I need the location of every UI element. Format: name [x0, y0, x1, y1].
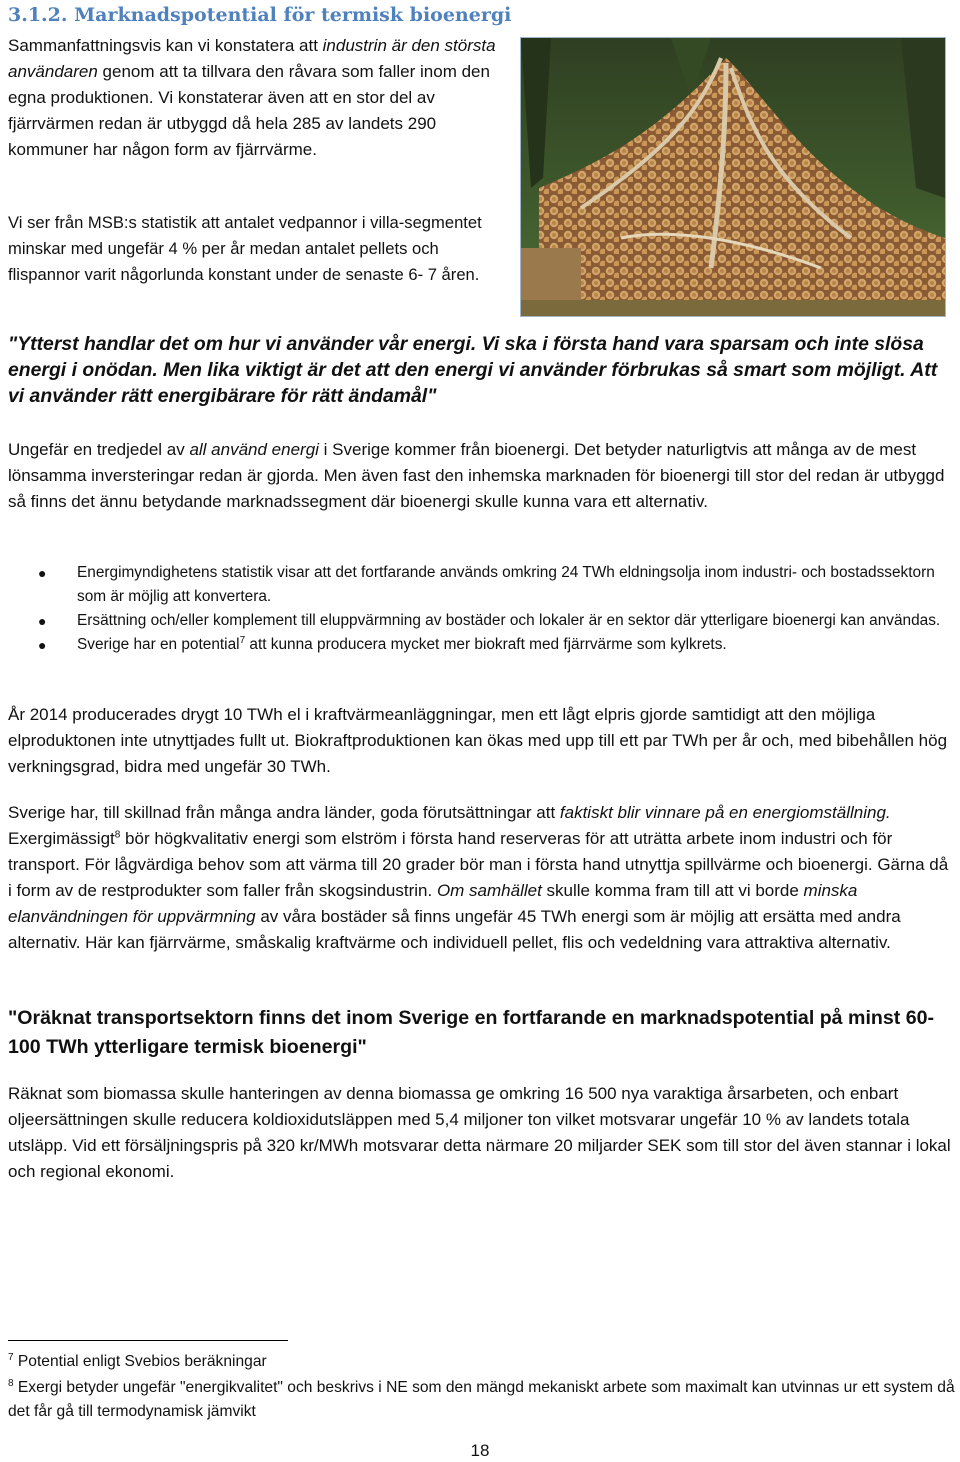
list-item: ● Energimyndighetens statistik visar att det fortfarande används omkring 24 TWh eldningsolja inom industri- och bostadssektorn som är möjlig att konvertera. — [8, 561, 958, 609]
paragraph-energy-transition: Sverige har, till skillnad från många andra länder, goda förutsättningar att faktiskt blir vinnare på en energiomställning. Exergimässigt$^8$ bör högkvalitativ energi som elström i första hand reserveras för att uträtta arbete inom industri och för transport. För lågvärdiga behov som att värma till 20 grader bör man i första hand utnyttja spillvärme och bioenergi. Gärna då i form av de restprodukter som faller från skogsindustrin. Om samhället skulle komma fram till att vi borde minska elanvändningen för uppvärmning av våra bostäder så finns ungefär 45 TWh energi som är möjlig att ersätta med andra alternativ. Här kan fjärrvärme, småskalig kraftvärme och individuell pellet, flis och vedeldning vara attraktiva alternativ. — [8, 803, 949, 952]
page-number: 18 — [470, 1441, 490, 1460]
woodpile-image — [520, 37, 946, 317]
footnote-separator — [8, 1340, 288, 1341]
footnote-7: $^7$ Potential enligt Svebios beräkningar — [8, 1351, 267, 1370]
section-heading: 3.1.2. Marknadspotential för termisk bioenergi — [8, 4, 512, 26]
intro-paragraph-msb: Vi ser från MSB:s statistik att antalet vedpannor i villa-segmentet minskar med ungefär 4 % per år medan antalet pellets och flispannor varit någorlunda konstant under de senaste 6- 7 åren. — [8, 213, 482, 284]
bullet-icon: ● — [38, 637, 47, 653]
footnote-ref-8[interactable]: 8 — [114, 829, 121, 841]
list-item: ● Ersättning och/eller komplement till eluppvärmning av bostäder och lokaler är en sektor där ytterligare bioenergi kan användas. — [8, 609, 958, 633]
woodpile-illustration — [521, 38, 945, 316]
paragraph-biomass-jobs: Räknat som biomassa skulle hanteringen av denna biomassa ge omkring 16 500 nya varaktiga årsarbeten, och enbart oljeersättningen skulle reducera koldioxidutsläppen med 5,4 miljoner ton vilket motsvarar ungefär 10 % av landets totala utsläpp. Vid ett försäljningspris på 320 kr/MWh motsvarar detta närmare 20 miljarder SEK som till stor del även stannar i lokal och regional ekonomi. — [8, 1084, 951, 1181]
paragraph-bioenergy-share: Ungefär en tredjedel av all använd energi i Sverige kommer från bioenergi. Det betyder naturligtvis att många av de mest lönsamma inversteringar redan är gjorda. Men även fast den inhemska marknaden för bioenergi till stor del redan är utbyggd så finns det ännu betydande marknadssegment där bioenergi skulle kunna vara ett alternativ. — [8, 440, 945, 511]
list-item: ● Sverige har en potential$^7$ att kunna producera mycket mer biokraft med fjärrvärme som kylkrets. — [8, 633, 958, 657]
paragraph-electricity-2014: År 2014 producerades drygt 10 TWh el i kraftvärmeanläggningar, men ett lågt elpris gjorde samtidigt att den möjliga elproduktonen inte utnyttjades fullt ut. Biokraftproduktionen kan ökas med upp till ett par TWh per år och, med bibehållen hög verkningsgrad, bidra med ungefär 30 TWh. — [8, 705, 948, 776]
bullet-icon: ● — [38, 613, 47, 629]
quote-energy-use: "Ytterst handlar det om hur vi använder vår energi. Vi ska i första hand vara sparsam och inte slösa energi i onödan. Men lika viktigt är det att den energi vi använder förbrukas så smart som möjligt. Att vi använder rätt energibärare för rätt ändamål" — [8, 333, 938, 407]
intro-paragraph: Sammanfattningsvis kan vi konstatera att industrin är den största användaren genom att ta tillvara den råvara som faller inom den egna produktionen. Vi konstaterar även att en stor del av fjärrvärmen redan är utbyggd då hela 285 av landets 290 kommuner har någon form av fjärrvärme. — [8, 36, 496, 159]
footnote-8: $^8$ Exergi betyder ungefär "energikvalitet" och beskrivs i NE som den mängd mekaniskt arbete som maximalt kan utvinnas ur ett system då det får gå till termodynamisk jämvikt — [8, 1377, 955, 1420]
bullet-icon: ● — [38, 565, 47, 581]
footnote-ref-7[interactable]: 7 — [239, 634, 246, 646]
bullet-list — [8, 561, 958, 657]
quote-market-potential: "Oräknat transportsektorn finns det inom Sverige en fortfarande en marknadspotential på minst 60- 100 TWh ytterligare termisk bioenergi" — [8, 1007, 935, 1058]
